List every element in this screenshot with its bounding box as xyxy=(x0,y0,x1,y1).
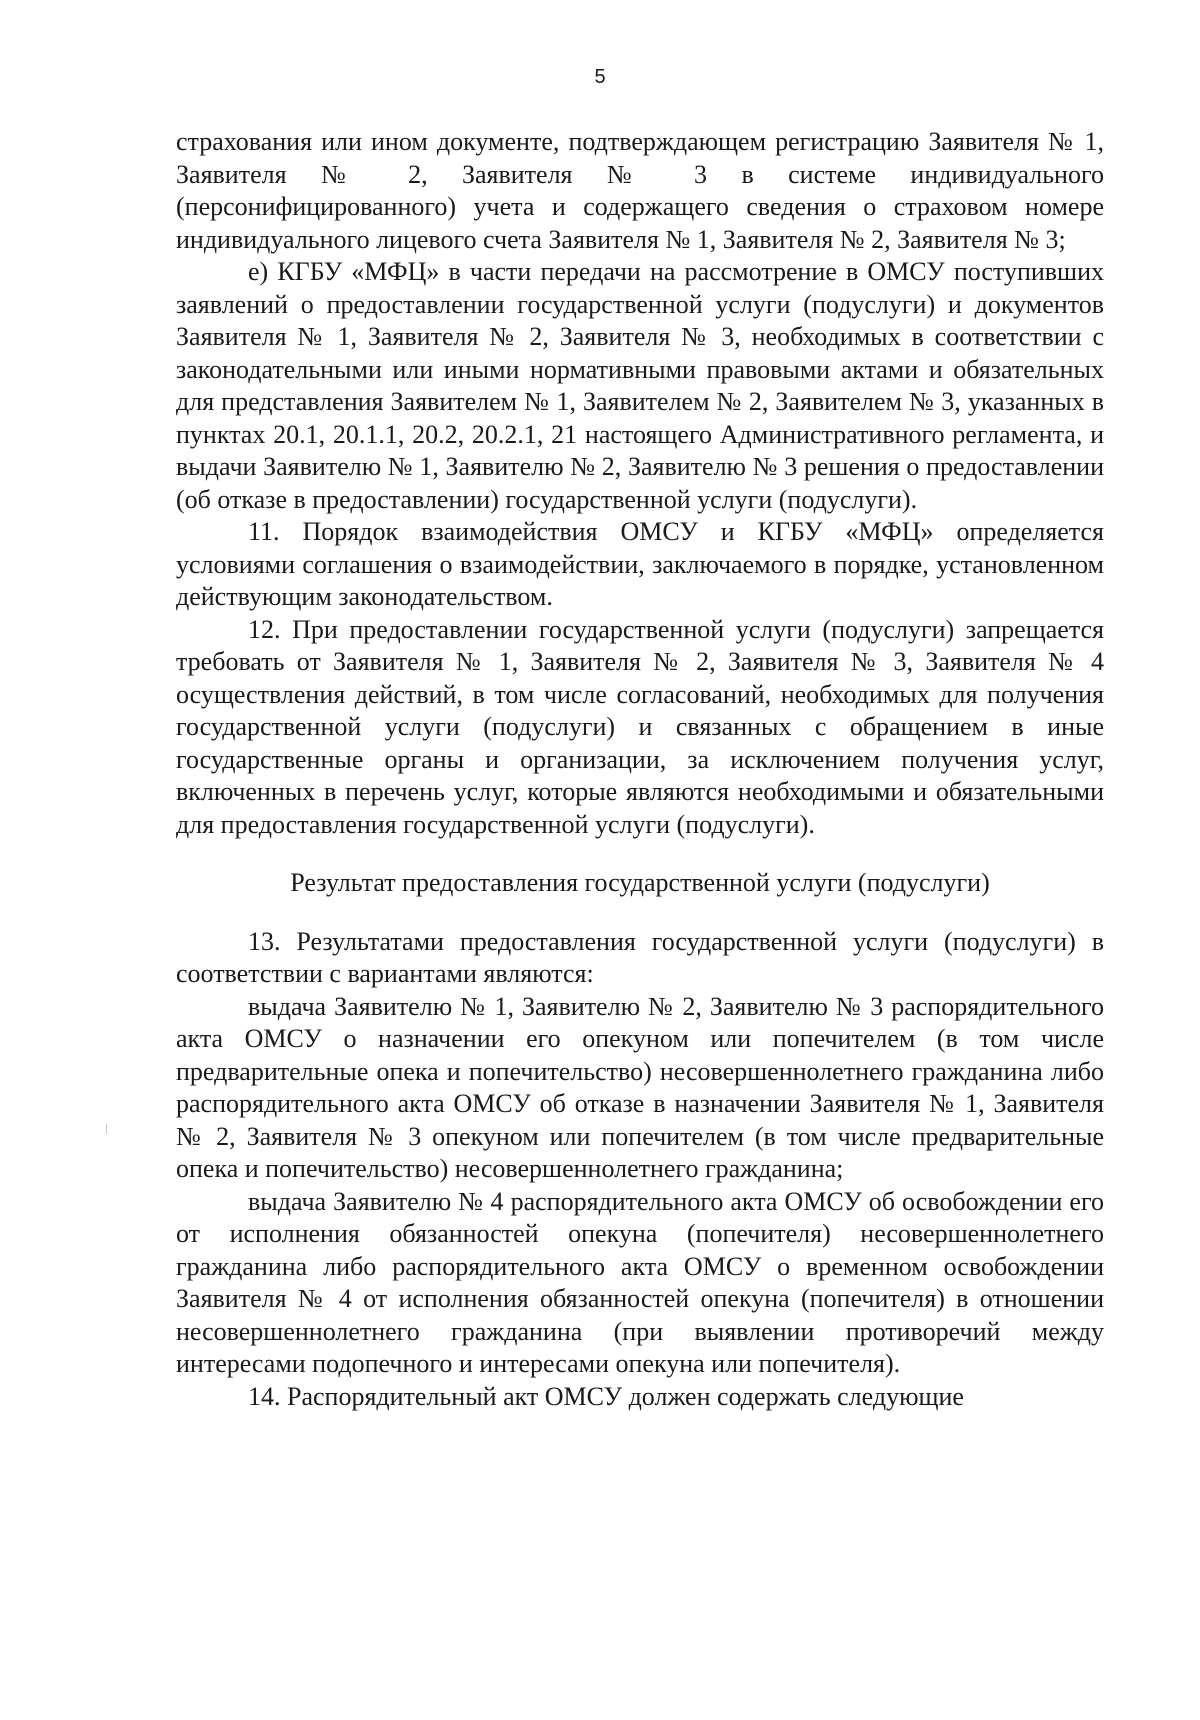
paragraph-item-11: 11. Порядок взаимодействия ОМСУ и КГБУ «МФЦ» определяется условиями соглашения о взаимодействии, заключаемого в порядке, установленном действующим законодательством. xyxy=(176,517,1104,611)
document-body xyxy=(176,126,1104,1413)
paragraph-result-applicants-1-3: выдача Заявителю № 1, Заявителю № 2, Заявителю № 3 распорядительного акта ОМСУ о назначении его опекуном или попечителем (в том числе предварительные опека и попечительство) несовершеннолетнего гражданина либо распорядительного акта ОМСУ об отказе в назначении Заявителя № 1, Заявителя № 2, Заявителя № 3 опекуном или попечителем (в том числе предварительные опека и попечительство) несовершеннолетнего гражданина; xyxy=(176,991,1104,1183)
paragraph-result-applicant-4: выдача Заявителю № 4 распорядительного акта ОМСУ об освобождении его от исполнения обязанностей опекуна (попечителя) несовершеннолетнего гражданина либо распорядительного акта ОМСУ о временном освобождении Заявителя № 4 от исполнения обязанностей опекуна (попечителя) в отношении несовершеннолетнего гражданина (при выявлении противоречий между интересами подопечного и интересами опекуна или попечителя). xyxy=(176,1186,1104,1378)
paragraph-mfc-subitem-e: е) КГБУ «МФЦ» в части передачи на рассмотрение в ОМСУ поступивших заявлений о предоставлении государственной услуги (подуслуги) и документов Заявителя № 1, Заявителя № 2, Заявителя № 3, необходимых в соответствии с законодательными или иными нормативными правовыми актами и обязательных для представления Заявителем № 1, Заявителем № 2, Заявителем № 3, указанных в пунктах 20.1, 20.1.1, 20.2, 20.2.1, 21 настоящего Административного регламента, и выдачи Заявителю № 1, Заявителю № 2, Заявителю № 3 решения о предоставлении (об отказе в предоставлении) государственной услуги (подуслуги). xyxy=(176,257,1104,514)
paragraph-item-14: 14. Распорядительный акт ОМСУ должен содержать следующие xyxy=(248,1381,964,1411)
paragraph-insurance-continuation: страхования или ином документе, подтверждающем регистрацию Заявителя № 1, Заявителя № 2, Заявителя № 3 в системе индивидуального (персонифицированного) учета и содержащего сведения о страховом номере индивидуального лицевого счета Заявителя № 1, Заявителя № 2, Заявителя № 3; xyxy=(176,127,1104,254)
paragraph-item-13: 13. Результатами предоставления государственной услуги (подуслуги) в соответствии с вариантами являются: xyxy=(176,926,1104,988)
page-number: 5 xyxy=(594,66,606,88)
paragraph-item-12: 12. При предоставлении государственной услуги (подуслуги) запрещается требовать от Заявителя № 1, Заявителя № 2, Заявителя № 3, Заявителя № 4 осуществления действий, в том числе согласований, необходимых для получения государственной услуги (подуслуги) и связанных с обращением в иные государственные органы и организации, за исключением получения услуг, включенных в перечень услуг, которые являются необходимыми и обязательными для предоставления государственной услуги (подуслуги). xyxy=(176,614,1104,839)
scan-margin-mark xyxy=(106,1124,107,1134)
section-heading-result: Результат предоставления государственной услуги (подуслуги) xyxy=(290,868,990,897)
